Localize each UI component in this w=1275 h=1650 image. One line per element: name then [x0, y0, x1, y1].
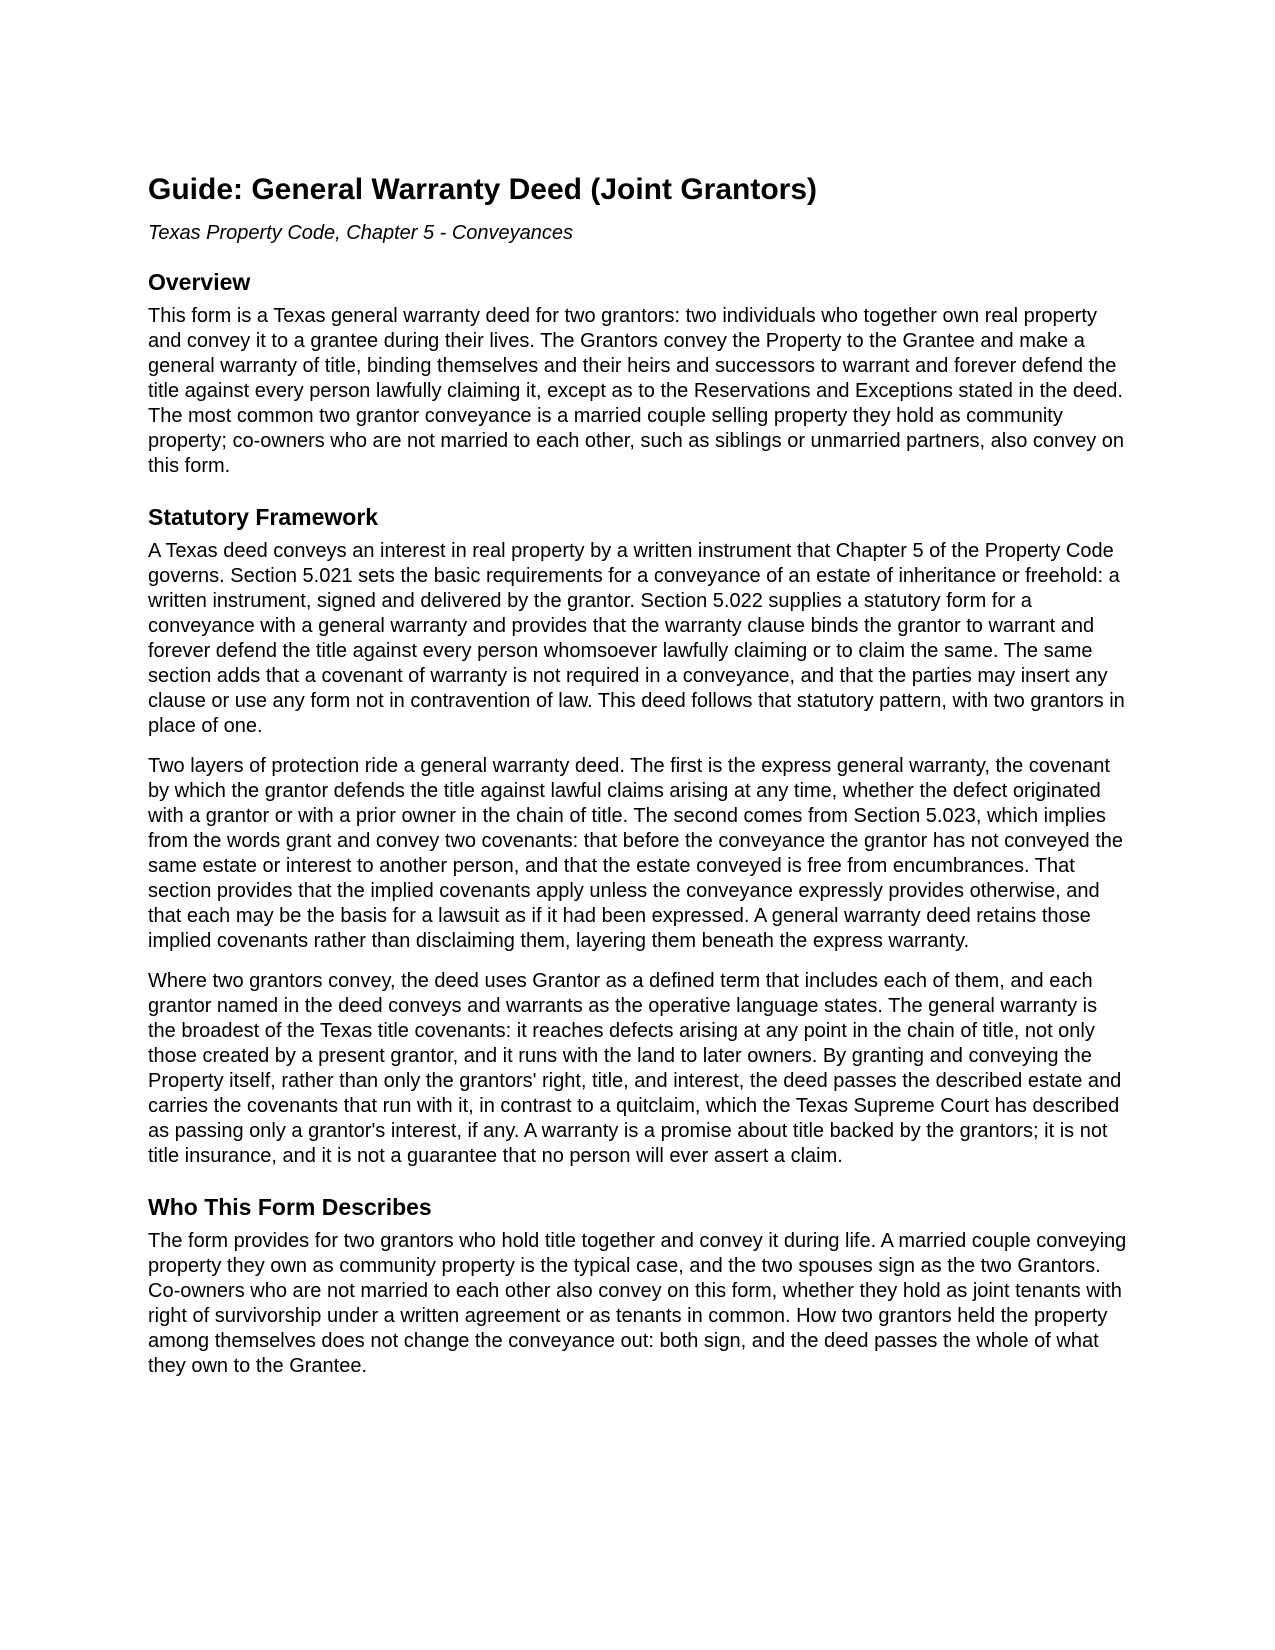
page-subtitle: Texas Property Code, Chapter 5 - Conveyances	[148, 222, 574, 244]
section-heading: Overview	[148, 269, 251, 295]
paragraph: A Texas deed conveys an interest in real property by a written instrument that Chapter 5 of the Property Code governs. Section 5.021 sets the basic requirements for a conveyance of an estate of inheritance or freehold: a written instrument, signed and delivered by the grantor. Section 5.022 supplies a statutory form for a conveyance with a general warranty and provides that the warranty clause binds the grantor to warrant and forever defend the title against every person whomsoever lawfully claiming or to claim the same. The same section adds that a covenant of warranty is not required in a conveyance, and that the parties may insert any clause or use any form not in contravention of law. This deed follows that statutory pattern, with two grantors in place of one.	[148, 540, 1125, 737]
paragraph: This form is a Texas general warranty deed for two grantors: two individuals who together own real property and convey it to a grantee during their lives. The Grantors convey the Property to the Grantee and make a general warranty of title, binding themselves and their heirs and successors to warrant and forever defend the title against every person lawfully claiming it, except as to the Reservations and Exceptions stated in the deed. The most common two grantor conveyance is a married couple selling property they hold as community property; co-owners who are not married to each other, such as siblings or unmarried partners, also convey on this form.	[148, 305, 1125, 477]
section-statutory-framework	[148, 503, 1128, 1169]
paragraph: The form provides for two grantors who hold title together and convey it during life. A married couple conveying property they own as community property is the typical case, and the two spouses sign as the two Grantors. Co-owners who are not married to each other also convey on this form, whether they hold as joint tenants with right of survivorship under a written agreement or as tenants in common. How two grantors held the property among themselves does not change the conveyance out: both sign, and the deed passes the whole of what they own to the Grantee.	[148, 1230, 1127, 1377]
page-title: Guide: General Warranty Deed (Joint Grantors)	[148, 173, 818, 206]
section-heading: Who This Form Describes	[148, 1194, 432, 1220]
document-page	[148, 172, 1128, 1394]
section-overview	[148, 268, 1128, 479]
paragraph: Where two grantors convey, the deed uses Grantor as a defined term that includes each of them, and each grantor named in the deed conveys and warrants as the operative language states. The general warranty is the broadest of the Texas title covenants: it reaches defects arising at any point in the chain of title, not only those created by a present grantor, and it runs with the land to later owners. By granting and conveying the Property itself, rather than only the grantors' right, title, and interest, the deed passes the described estate and carries the covenants that run with it, in contrast to a quitclaim, which the Texas Supreme Court has described as passing only a grantor's interest, if any. A warranty is a promise about title backed by the grantors; it is not title insurance, and it is not a guarantee that no person will ever assert a claim.	[148, 970, 1122, 1167]
section-who-this-form-describes	[148, 1193, 1128, 1379]
section-heading: Statutory Framework	[148, 504, 379, 530]
paragraph: Two layers of protection ride a general warranty deed. The first is the express general warranty, the covenant by which the grantor defends the title against lawful claims arising at any time, whether the defect originated with a grantor or with a prior owner in the chain of title. The second comes from Section 5.023, which implies from the words grant and convey two covenants: that before the conveyance the grantor has not conveyed the same estate or interest to another person, and that the estate conveyed is free from encumbrances. That section provides that the implied covenants apply unless the conveyance expressly provides otherwise, and that each may be the basis for a lawsuit as if it had been expressed. A general warranty deed retains those implied covenants rather than disclaiming them, layering them beneath the express warranty.	[148, 755, 1124, 952]
